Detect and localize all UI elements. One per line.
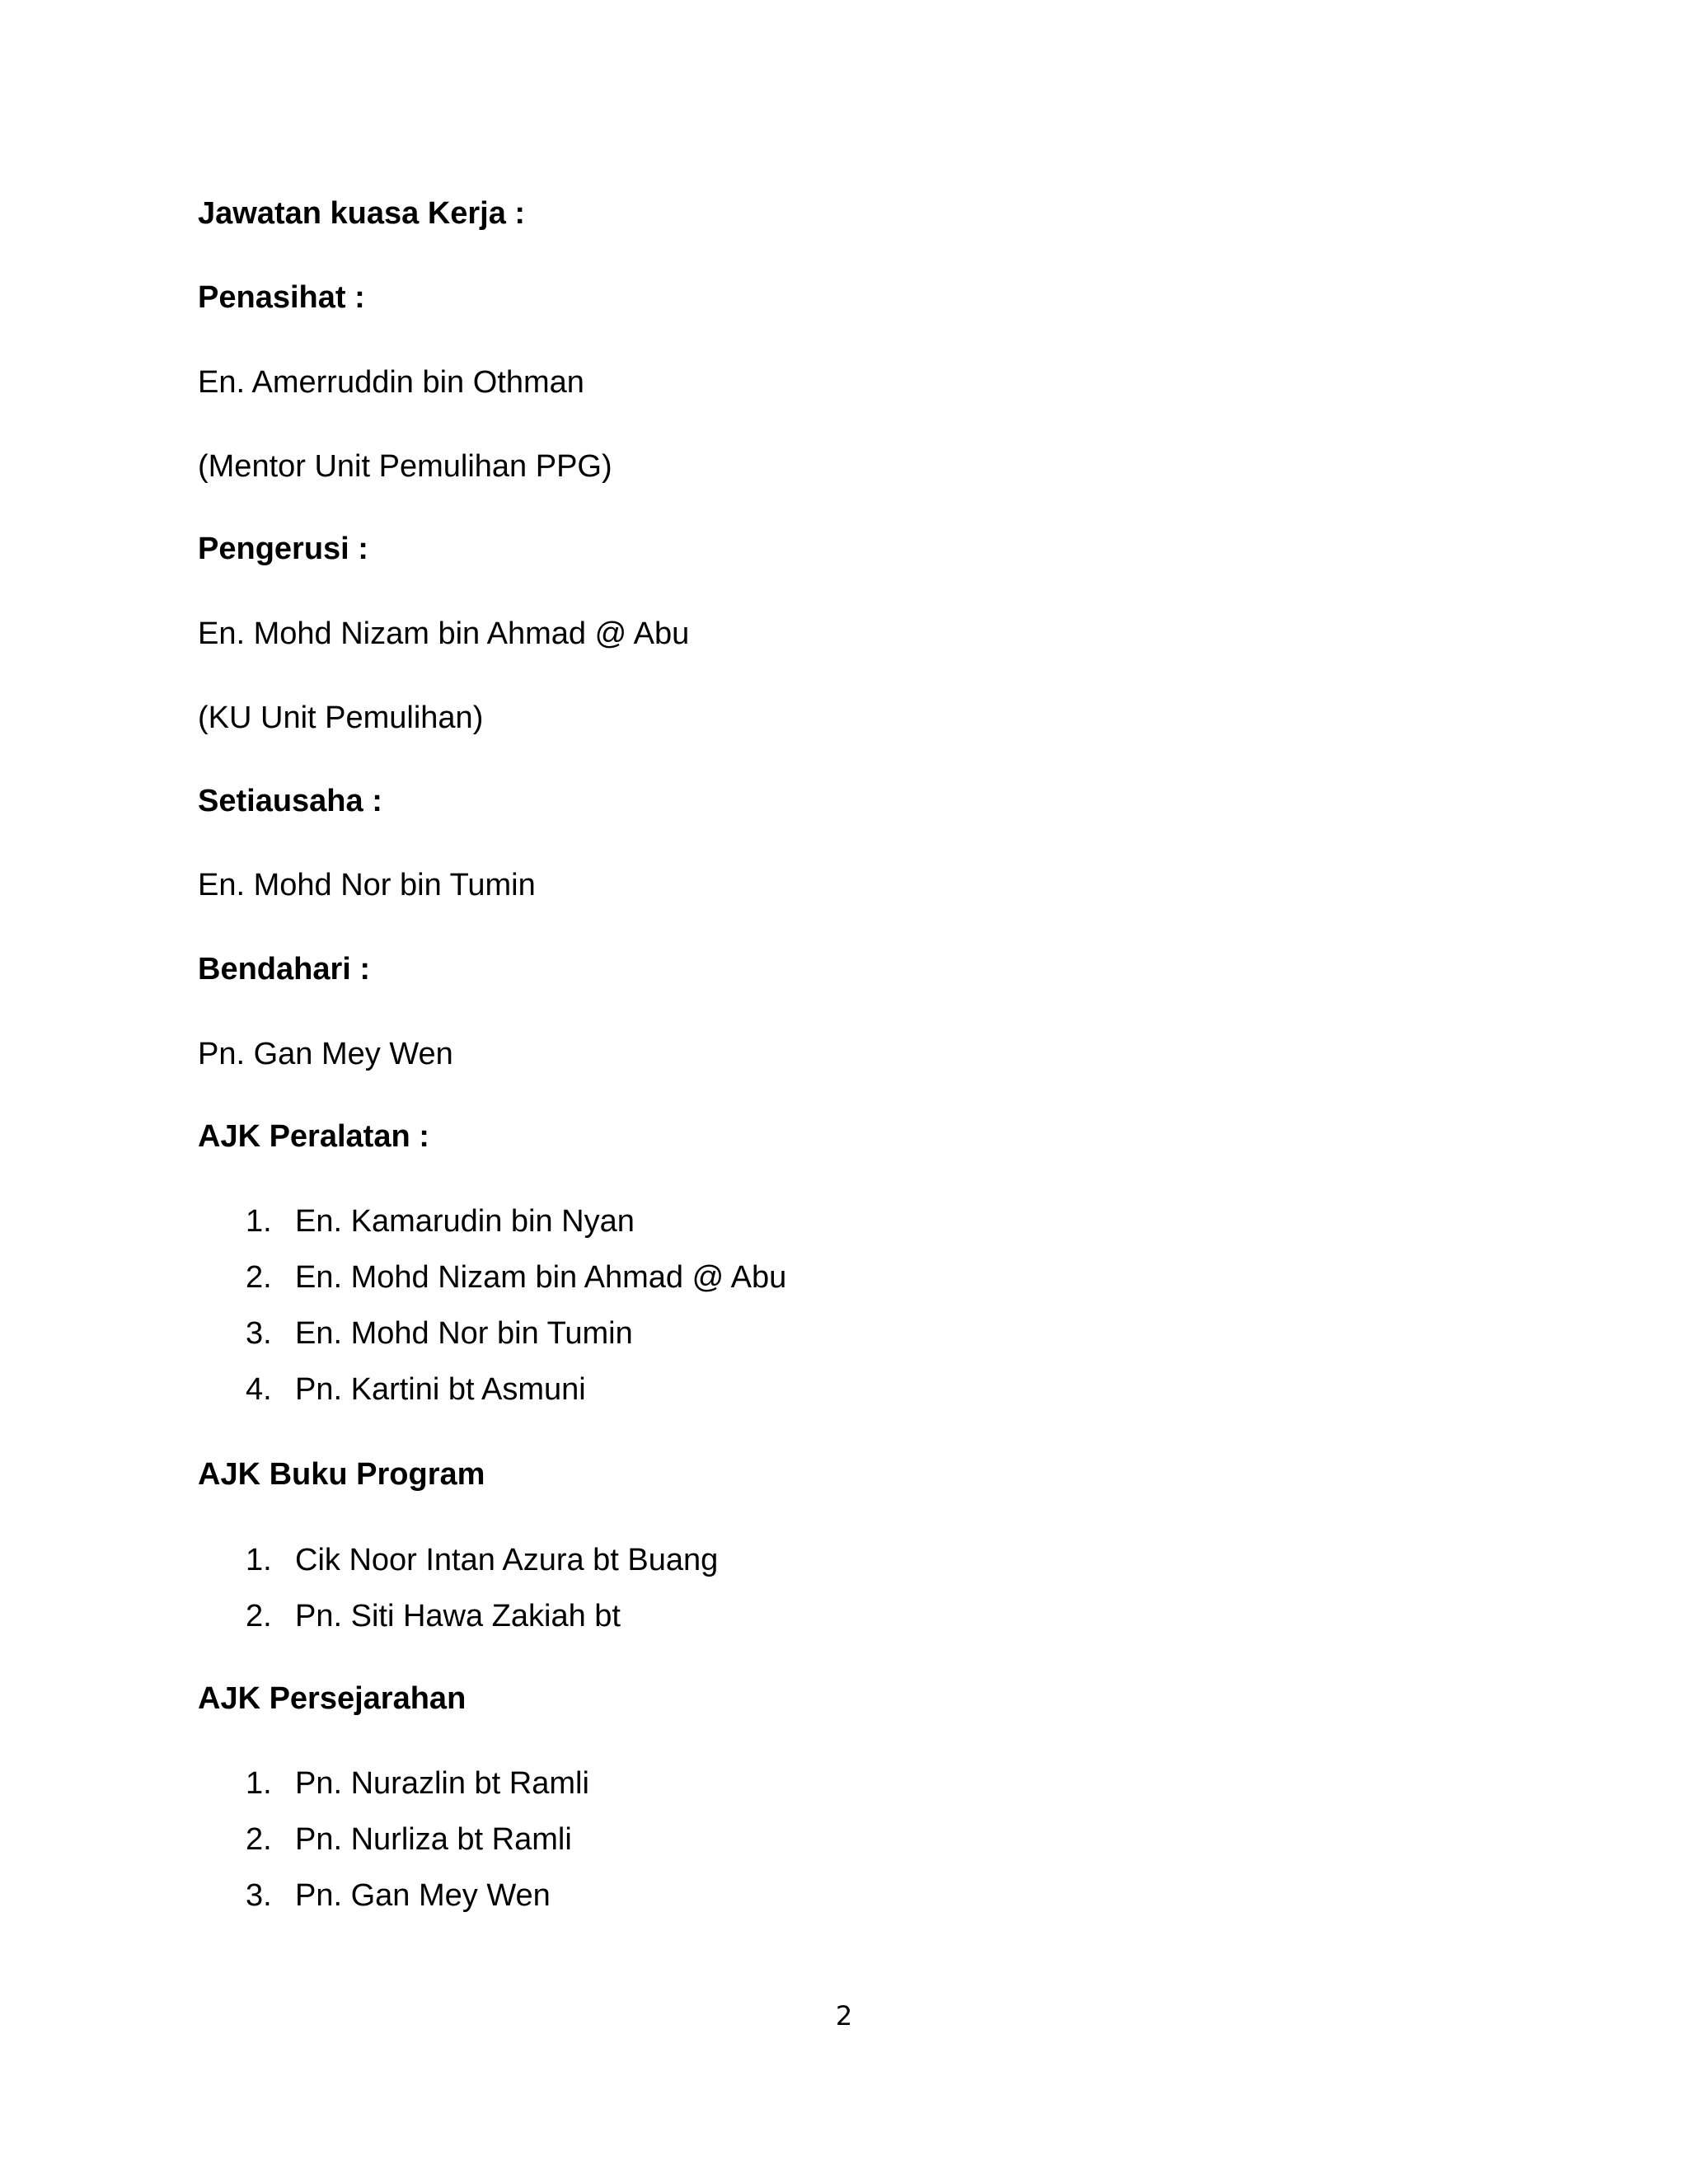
list-number: 3. — [246, 1878, 272, 1913]
list-item — [246, 1597, 621, 1635]
list-number: 1. — [246, 1204, 272, 1239]
list-number: 4. — [246, 1372, 272, 1407]
list-item — [246, 1258, 786, 1296]
list-text: Pn. Siti Hawa Zakiah bt — [295, 1599, 621, 1633]
list-number: 2. — [246, 1260, 272, 1295]
list-text: En. Mohd Nizam bin Ahmad @ Abu — [295, 1260, 787, 1295]
list-item — [246, 1765, 589, 1802]
list-item — [246, 1541, 718, 1579]
section-title-bendahari: Bendahari : — [198, 952, 371, 987]
page-number: 2 — [835, 2000, 853, 2032]
section-title-setiausaha: Setiausaha : — [198, 784, 382, 818]
list-text: Pn. Kartini bt Asmuni — [295, 1372, 586, 1407]
section-title-ajk-buku-program: AJK Buku Program — [198, 1457, 485, 1492]
list-text: Pn. Nurliza bt Ramli — [295, 1822, 572, 1857]
list-item — [246, 1315, 633, 1352]
list-text: Pn. Gan Mey Wen — [295, 1878, 551, 1913]
list-text: Pn. Nurazlin bt Ramli — [295, 1766, 589, 1801]
list-number: 3. — [246, 1316, 272, 1351]
bendahari-name: Pn. Gan Mey Wen — [198, 1037, 453, 1071]
list-text: En. Mohd Nor bin Tumin — [295, 1316, 633, 1351]
list-text: Cik Noor Intan Azura bt Buang — [295, 1543, 719, 1577]
list-item — [246, 1202, 635, 1240]
section-title-ajk-peralatan: AJK Peralatan : — [198, 1119, 429, 1154]
section-title-penasihat: Penasihat : — [198, 280, 365, 315]
section-title-ajk-persejarahan: AJK Persejarahan — [198, 1681, 467, 1716]
penasihat-role: (Mentor Unit Pemulihan PPG) — [198, 449, 612, 484]
list-number: 1. — [246, 1543, 272, 1577]
penasihat-name: En. Amerruddin bin Othman — [198, 365, 584, 400]
list-text: En. Kamarudin bin Nyan — [295, 1204, 635, 1239]
list-item — [246, 1877, 551, 1915]
list-number: 2. — [246, 1599, 272, 1633]
list-item — [246, 1371, 586, 1408]
pengerusi-name: En. Mohd Nizam bin Ahmad @ Abu — [198, 616, 690, 651]
list-item — [246, 1821, 572, 1858]
section-title-pengerusi: Pengerusi : — [198, 532, 368, 566]
list-number: 1. — [246, 1766, 272, 1801]
document-heading: Jawatan kuasa Kerja : — [198, 196, 526, 231]
pengerusi-role: (KU Unit Pemulihan) — [198, 701, 484, 735]
setiausaha-name: En. Mohd Nor bin Tumin — [198, 868, 536, 902]
list-number: 2. — [246, 1822, 272, 1857]
